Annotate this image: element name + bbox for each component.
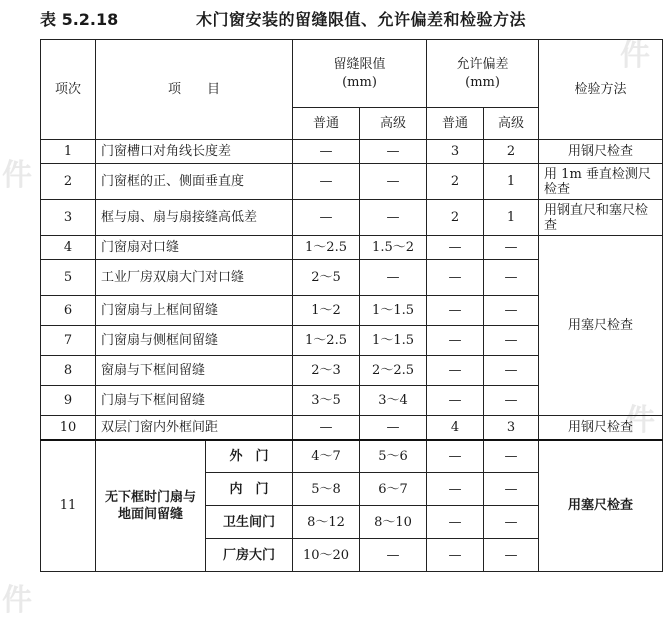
row11-gap-high: 8～10 [360,506,427,539]
row11-gap-normal: 10～20 [293,539,360,572]
row-dev-normal: — [427,260,484,296]
table-caption [38,6,658,34]
row-dev-high: 1 [484,200,539,236]
row-method: 用钢直尺和塞尺检查 [539,200,663,236]
row-item: 门窗扇与侧框间留缝 [96,326,293,356]
row-item: 门窗槽口对角线长度差 [96,140,293,164]
row-gap-normal: 3～5 [293,386,360,416]
row-seq: 10 [41,416,96,440]
row11-dev-normal: — [427,473,484,506]
row-seq: 5 [41,260,96,296]
row-seq: 4 [41,236,96,260]
row-gap-high: 1～1.5 [360,296,427,326]
row-dev-normal: — [427,296,484,326]
row11-dev-normal: — [427,440,484,473]
row-dev-high: 2 [484,140,539,164]
table-row [41,140,663,164]
row11-dev-high: — [484,539,539,572]
row-seq: 8 [41,356,96,386]
row11-gap-normal: 8～12 [293,506,360,539]
row11-gap-high: 5～6 [360,440,427,473]
header-deviation-label: 允许偏差 [456,56,509,72]
header-dev-high: 高级 [484,108,539,140]
header-dev-normal: 普通 [427,108,484,140]
row11-sub-name: 卫生间门 [206,506,293,539]
row-gap-normal: — [293,164,360,200]
header-method: 检验方法 [539,40,663,140]
row11-sub-name: 外 门 [206,440,293,473]
row-item: 门扇与下框间留缝 [96,386,293,416]
row-item: 门窗框的正、侧面垂直度 [96,164,293,200]
row11-dev-normal: — [427,539,484,572]
header-gap-limit [293,40,427,108]
row-method: 用钢尺检查 [539,416,663,440]
table-row [41,164,663,200]
row-gap-normal: — [293,416,360,440]
row11-gap-normal: 4～7 [293,440,360,473]
table-title: 木门窗安装的留缝限值、允许偏差和检验方法 [196,10,527,29]
row-gap-high: — [360,164,427,200]
row-dev-high: — [484,260,539,296]
header-deviation-unit: (mm) [465,74,500,90]
row-dev-high: 1 [484,164,539,200]
row-seq: 9 [41,386,96,416]
watermark-bottom-left: 件 [2,583,32,618]
header-gap-limit-unit: (mm) [342,74,377,90]
row11-gap-high: 6～7 [360,473,427,506]
row-gap-high: 3～4 [360,386,427,416]
watermark-top-right: 件 [620,38,650,73]
row-item: 双层门窗内外框间距 [96,416,293,440]
header-gap-normal: 普通 [293,108,360,140]
row-gap-high: — [360,140,427,164]
row-method: 用 1m 垂直检测尺检查 [539,164,663,200]
row11-dev-high: — [484,506,539,539]
row-gap-normal: 2～5 [293,260,360,296]
row-gap-normal: 1～2.5 [293,326,360,356]
row-gap-normal: 2～3 [293,356,360,386]
row-dev-high: — [484,386,539,416]
table-row [41,200,663,236]
watermark-right: 件 [625,403,655,438]
row-item: 窗扇与下框间留缝 [96,356,293,386]
row-gap-normal: — [293,140,360,164]
header-gap-high: 高级 [360,108,427,140]
row-method: 用钢尺检查 [539,140,663,164]
row-dev-high: 3 [484,416,539,440]
row11-group: 无下框时门扇与地面间留缝 [96,440,206,572]
row-dev-high: — [484,296,539,326]
row11-dev-high: — [484,440,539,473]
table-row [41,416,663,440]
row11-dev-high: — [484,473,539,506]
row-dev-high: — [484,236,539,260]
row-seq: 1 [41,140,96,164]
row-gap-high: — [360,260,427,296]
row-item: 工业厂房双扇大门对口缝 [96,260,293,296]
row-dev-normal: 4 [427,416,484,440]
row-item: 门窗扇对口缝 [96,236,293,260]
row-dev-normal: — [427,356,484,386]
row-dev-normal: — [427,236,484,260]
row-gap-normal: — [293,200,360,236]
header-row-1 [41,40,663,108]
table-row-11 [41,440,663,473]
row-gap-high: — [360,416,427,440]
header-gap-limit-label: 留缝限值 [333,56,386,72]
row-dev-high: — [484,356,539,386]
row-dev-normal: — [427,326,484,356]
row11-gap-high: — [360,539,427,572]
row-gap-normal: 1～2 [293,296,360,326]
row-dev-normal: 3 [427,140,484,164]
watermark-left: 件 [2,158,32,193]
row-seq: 2 [41,164,96,200]
row11-sub-name: 厂房大门 [206,539,293,572]
row-dev-normal: 2 [427,200,484,236]
row11-dev-normal: — [427,506,484,539]
row-item: 框与扇、扇与扇接缝高低差 [96,200,293,236]
row-gap-high: 1.5～2 [360,236,427,260]
row-dev-high: — [484,326,539,356]
row11-sub-name: 内 门 [206,473,293,506]
header-deviation [427,40,539,108]
table-row [41,236,663,260]
row-gap-high: — [360,200,427,236]
header-item: 项 目 [96,40,293,140]
row11-method: 用塞尺检查 [539,440,663,572]
row-dev-normal: — [427,386,484,416]
row-gap-high: 2～2.5 [360,356,427,386]
row-seq: 3 [41,200,96,236]
row-seq: 7 [41,326,96,356]
row11-seq: 11 [41,440,96,572]
header-seq: 项次 [41,40,96,140]
row-gap-high: 1～1.5 [360,326,427,356]
merged-method-4-9: 用塞尺检查 [539,236,663,416]
row-seq: 6 [41,296,96,326]
row-dev-normal: 2 [427,164,484,200]
row-gap-normal: 1～2.5 [293,236,360,260]
tolerance-table [40,39,663,572]
row11-gap-normal: 5～8 [293,473,360,506]
row-item: 门窗扇与上框间留缝 [96,296,293,326]
table-number: 表 5.2.18 [40,10,119,29]
